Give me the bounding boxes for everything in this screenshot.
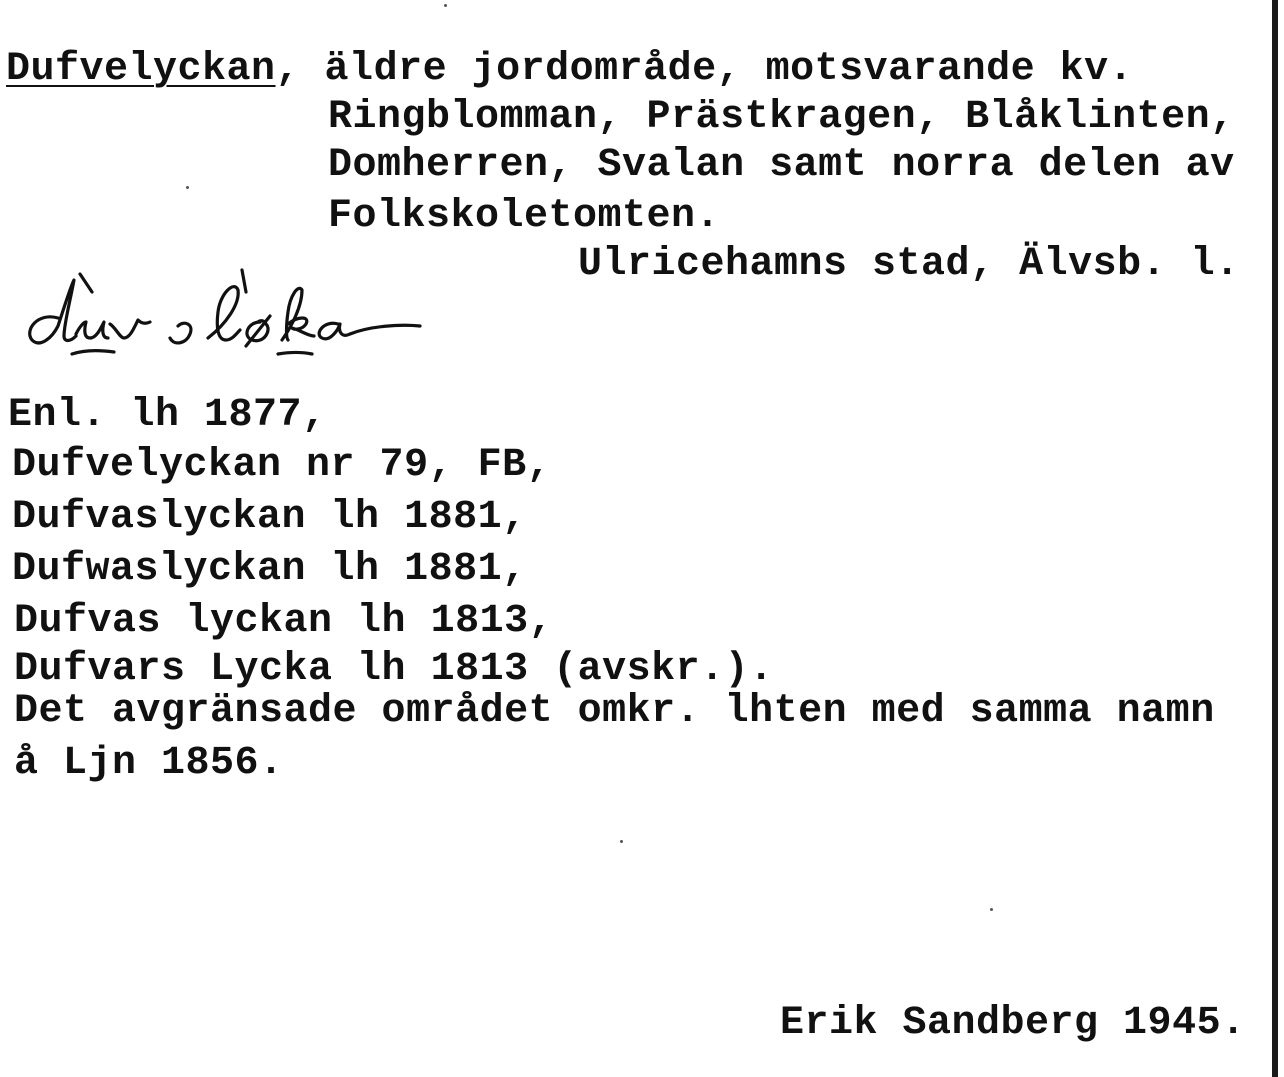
- scan-speck: [620, 840, 623, 843]
- source-line-2: Dufvelyckan nr 79, FB,: [12, 443, 552, 488]
- source-line-5: Dufvas lyckan lh 1813,: [14, 599, 554, 644]
- card-right-edge: [1272, 0, 1278, 1077]
- definition-line-3: Domherren, Svalan samt norra delen av: [328, 143, 1235, 188]
- source-line-7: Det avgränsade området omkr. lhten med samma namn: [14, 689, 1215, 734]
- source-line-4: Dufwaslyckan lh 1881,: [12, 547, 527, 592]
- headword-line: [6, 46, 1133, 94]
- scan-speck: [990, 908, 993, 911]
- headword: Dufvelyckan: [6, 47, 276, 92]
- author-signature: Erik Sandberg 1945.: [780, 1001, 1246, 1046]
- definition-line-4: Folkskoletomten.: [328, 194, 721, 239]
- source-line-1: Enl. lh 1877,: [8, 393, 327, 438]
- source-line-6: Dufvars Lycka lh 1813 (avskr.).: [14, 647, 774, 692]
- scan-speck: [186, 186, 189, 189]
- scan-speck: [444, 4, 447, 7]
- definition-line-2: Ringblomman, Prästkragen, Blåklinten,: [328, 95, 1235, 140]
- handwritten-pronunciation: [20, 268, 520, 378]
- source-line-3: Dufvaslyckan lh 1881,: [12, 495, 527, 540]
- source-line-8: å Ljn 1856.: [14, 741, 284, 786]
- location-line: Ulricehamns stad, Älvsb. l.: [578, 242, 1240, 287]
- definition-line-1: , äldre jordområde, motsvarande kv.: [275, 47, 1134, 92]
